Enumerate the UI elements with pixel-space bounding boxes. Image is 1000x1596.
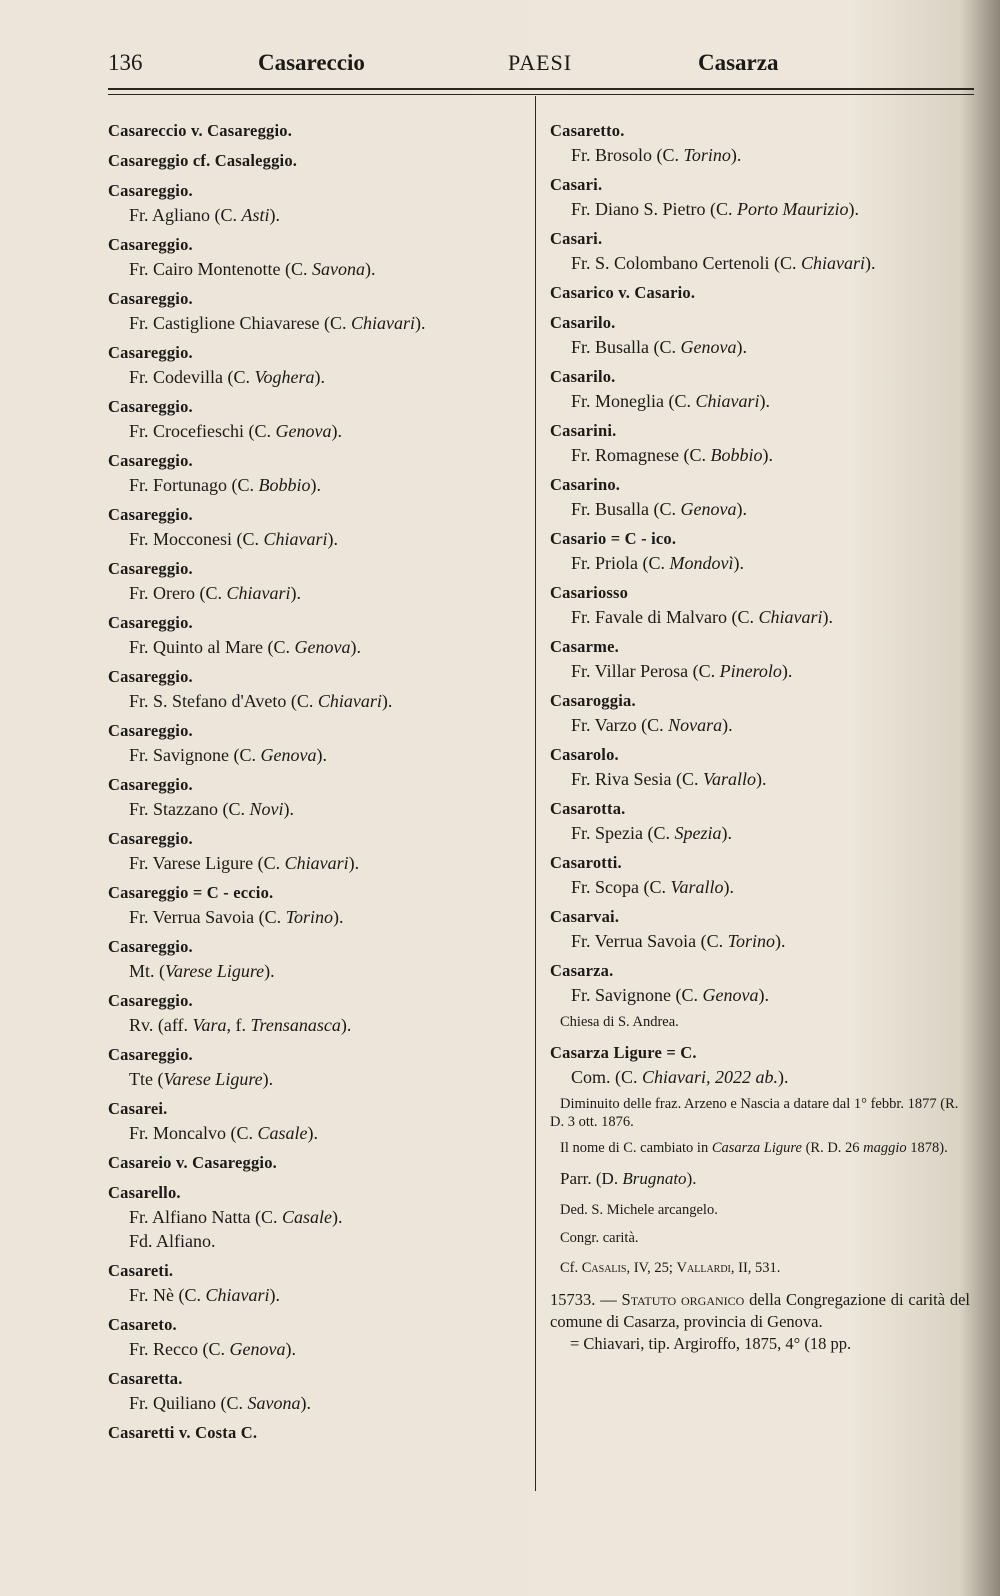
ref-suffix: ). xyxy=(758,985,769,1005)
entry-headword: Casarvai. xyxy=(550,907,620,926)
ref-suffix: ). xyxy=(331,421,342,441)
ref-prefix: Fr. Crocefieschi (C. xyxy=(129,421,276,441)
entry-reference xyxy=(108,905,528,929)
entry-headword: Casareti. xyxy=(108,1261,174,1280)
ref-prefix: Fr. Villar Perosa (C. xyxy=(571,661,720,681)
entry-reference xyxy=(108,1337,528,1361)
ref-prefix: Fr. Quiliano (C. xyxy=(129,1393,248,1413)
note-italic: Casarza Ligure xyxy=(711,1140,802,1156)
ref-italic: Genova xyxy=(680,499,737,519)
ref-suffix: ). xyxy=(721,823,732,843)
cf-suffix: , II, 531. xyxy=(730,1260,781,1276)
dictionary-entry xyxy=(108,1367,528,1415)
ref-suffix: ). xyxy=(762,445,773,465)
entry-reference xyxy=(550,497,970,521)
ref-italic-2: Trensanasca xyxy=(250,1015,341,1035)
entry-headword: Casareggio. xyxy=(108,559,193,578)
dictionary-entry xyxy=(550,227,970,275)
dictionary-entry xyxy=(108,149,528,173)
right-column-entries xyxy=(550,119,970,1007)
left-running-word: Casareccio xyxy=(258,50,365,75)
ref-suffix: ). xyxy=(781,661,793,681)
dictionary-entry xyxy=(550,473,970,521)
ref-italic: Chiavari xyxy=(758,607,823,627)
ref-italic: Chiavari xyxy=(695,391,760,411)
entry-reference xyxy=(108,1013,528,1037)
ref-prefix: Fr. S. Stefano d'Aveto (C. xyxy=(129,691,318,711)
note-suffix: 1878). xyxy=(906,1140,948,1156)
dictionary-entry xyxy=(108,881,528,929)
entry-reference xyxy=(108,797,528,821)
ref-prefix: Fr. Stazzano (C. xyxy=(129,799,250,819)
entry-headword: Casareggio. xyxy=(108,397,193,416)
ref-prefix: Fr. S. Colombano Certenoli (C. xyxy=(571,253,802,273)
ref-prefix: Fr. Brosolo (C. xyxy=(571,145,684,165)
ref-prefix: Fr. Alfiano Natta (C. xyxy=(129,1207,282,1227)
ref-prefix: Fr. Savignone (C. xyxy=(571,985,703,1005)
ref-italic: Chiavari xyxy=(205,1285,270,1305)
ref-prefix: Fr. Quinto al Mare (C. xyxy=(129,637,295,657)
ref-prefix: Fr. Cairo Montenotte (C. xyxy=(129,259,312,279)
dictionary-entry xyxy=(550,851,970,899)
ref-prefix: Rv. (aff. xyxy=(129,1015,193,1035)
cf-vallardi: Vallardi xyxy=(676,1260,731,1276)
ref-prefix: Fr. Scopa (C. xyxy=(571,877,671,897)
entry-headword: Casareggio. xyxy=(108,289,193,308)
ref-suffix: ). xyxy=(365,259,376,279)
dictionary-entry xyxy=(550,311,970,359)
ref-prefix: Fr. Codevilla (C. xyxy=(129,367,255,387)
dictionary-entry xyxy=(108,1043,528,1091)
ref-italic: Porto Maurizio xyxy=(737,199,849,219)
ref-prefix: Fr. Varese Ligure (C. xyxy=(129,853,285,873)
right-running-word: Casarza xyxy=(698,50,779,75)
ref-suffix: ). xyxy=(822,607,833,627)
dictionary-entry xyxy=(108,233,528,281)
dictionary-entry xyxy=(108,827,528,875)
ref-suffix-2: ). xyxy=(340,1015,352,1035)
ref-prefix: Fr. Nè (C. xyxy=(129,1285,206,1305)
entry-headword: Casaretta. xyxy=(108,1369,183,1388)
entry-reference xyxy=(108,1121,528,1145)
entry-reference xyxy=(550,335,970,359)
dictionary-entry xyxy=(550,419,970,467)
ref-italic: Varese Ligure xyxy=(165,961,265,981)
cf-casalis: Casalis xyxy=(581,1260,627,1276)
ref-italic: Chiavari xyxy=(801,253,866,273)
entry-headword: Casareggio. xyxy=(108,775,193,794)
dictionary-entry xyxy=(550,173,970,221)
ref-italic: Genova xyxy=(229,1339,286,1359)
entry-reference xyxy=(550,713,970,737)
dictionary-entry xyxy=(108,1259,528,1307)
entry-reference xyxy=(108,1067,528,1091)
ref-title: Statuto organico xyxy=(621,1290,745,1309)
dictionary-entry xyxy=(108,719,528,767)
entry-headword: Casareggio. xyxy=(108,937,193,956)
ref-prefix: Fr. Busalla (C. xyxy=(571,499,681,519)
ref-suffix: ). xyxy=(736,499,747,519)
entry-reference xyxy=(108,203,528,227)
left-column xyxy=(108,119,528,1451)
dictionary-entry xyxy=(550,689,970,737)
ref-suffix: ). xyxy=(269,1285,281,1305)
entry-headword: Casarolo. xyxy=(550,745,619,764)
entry-headword: Casari. xyxy=(550,229,603,248)
ref-prefix: Fr. Recco (C. xyxy=(129,1339,230,1359)
parish-italic: Brugnato xyxy=(622,1169,687,1188)
entry-reference xyxy=(550,983,970,1007)
ref-italic: Genova xyxy=(275,421,332,441)
entry-reference xyxy=(550,389,970,413)
entry-reference xyxy=(550,821,970,845)
ref-italic: Spezia xyxy=(674,823,722,843)
casarza-block xyxy=(550,1013,970,1355)
dictionary-entry xyxy=(108,1097,528,1145)
dictionary-entry xyxy=(108,611,528,659)
ref-italic: Bobbio xyxy=(258,475,311,495)
ref-italic: Chiavari xyxy=(226,583,291,603)
entry-extra: Fd. Alfiano. xyxy=(129,1231,216,1251)
ref-suffix: ). xyxy=(262,1069,274,1089)
ref-italic: Mondovì xyxy=(669,553,734,573)
ref-prefix: Fr. Riva Sesia (C. xyxy=(571,769,704,789)
dictionary-entry xyxy=(108,395,528,443)
entry-headword: Casareggio. xyxy=(108,343,193,362)
entry-reference xyxy=(550,605,970,629)
entry-headword: Casareggio. xyxy=(108,451,193,470)
ref-suffix: ). xyxy=(723,877,735,897)
entry-headword: Casarza Ligure = C. xyxy=(550,1043,697,1062)
parish-suffix: ). xyxy=(686,1169,697,1188)
ref-suffix: ). xyxy=(283,799,294,819)
dictionary-entry xyxy=(108,1421,528,1445)
right-column xyxy=(550,119,970,1361)
column-divider xyxy=(535,96,536,1491)
ref-prefix: Fr. Castiglione Chiavarese (C. xyxy=(129,313,351,333)
ref-prefix: Fr. Moncalvo (C. xyxy=(129,1123,258,1143)
ref-prefix: Fr. Diano S. Pietro (C. xyxy=(571,199,738,219)
note-fractions: Diminuito delle fraz. Arzeno e Nascia a datare dal 1° febbr. 1877 (R. D. 3 ott. 1876. xyxy=(550,1096,959,1130)
ref-suffix: ). xyxy=(733,553,744,573)
entry-headword: Casaretti v. Costa C. xyxy=(108,1423,258,1442)
ref-italic: Novara xyxy=(668,715,723,735)
entry-headword: Casareggio. xyxy=(108,721,193,740)
entry-headword: Casareggio = C - eccio. xyxy=(108,883,274,902)
ref-suffix: ). xyxy=(736,337,747,357)
dictionary-entry xyxy=(550,365,970,413)
dictionary-entry xyxy=(108,665,528,713)
ref-suffix: ). xyxy=(722,715,733,735)
bibliographic-entry xyxy=(550,1289,970,1333)
ref-suffix: ). xyxy=(264,961,275,981)
ref-suffix: ). xyxy=(848,199,860,219)
ref-prefix: Fr. Romagnese (C. xyxy=(571,445,711,465)
ref-suffix: ). xyxy=(327,529,339,549)
entry-reference xyxy=(550,551,970,575)
ref-prefix: Com. (C. xyxy=(571,1067,643,1087)
entry-reference xyxy=(550,251,970,275)
entry-headword: Casareggio. xyxy=(108,829,193,848)
entry-reference xyxy=(550,875,970,899)
entry-reference xyxy=(108,1283,528,1307)
ref-suffix: ). xyxy=(285,1339,296,1359)
ref-suffix: ). xyxy=(759,391,771,411)
ref-prefix: Fr. Favale di Malvaro (C. xyxy=(571,607,759,627)
dictionary-entry xyxy=(550,743,970,791)
dedication-line: Ded. S. Michele arcangelo. xyxy=(560,1202,718,1218)
note-mid: (R. D. 26 xyxy=(801,1140,864,1156)
dictionary-entry xyxy=(108,503,528,551)
entry-reference xyxy=(550,1065,970,1089)
note-italic-month: maggio xyxy=(863,1140,907,1156)
dictionary-entry xyxy=(108,1151,528,1175)
dictionary-entry xyxy=(108,773,528,821)
ref-suffix: , f. xyxy=(226,1015,251,1035)
dictionary-entry xyxy=(550,635,970,683)
dictionary-entry xyxy=(108,179,528,227)
ref-prefix: Fr. Spezia (C. xyxy=(571,823,675,843)
page-number: 136 xyxy=(108,50,143,75)
dictionary-entry xyxy=(108,341,528,389)
dictionary-entry xyxy=(108,1181,528,1253)
ref-italic: Bobbio xyxy=(710,445,763,465)
ref-italic: Savona xyxy=(247,1393,301,1413)
entry-headword: Casaroggia. xyxy=(550,691,636,710)
dictionary-entry xyxy=(550,797,970,845)
ref-prefix: Mt. ( xyxy=(129,961,165,981)
entry-headword: Casarilo. xyxy=(550,367,616,386)
entry-reference xyxy=(108,257,528,281)
ref-italic: Genova xyxy=(680,337,737,357)
entry-reference xyxy=(108,635,528,659)
ref-suffix: ). xyxy=(307,1123,319,1143)
ref-italic: Chiavari xyxy=(263,529,328,549)
dictionary-entry xyxy=(550,905,970,953)
section-title: PAESI xyxy=(508,50,573,75)
entry-reference xyxy=(108,473,528,497)
ref-italic: Chiavari xyxy=(284,853,349,873)
entry-reference xyxy=(108,689,528,713)
page-header xyxy=(108,50,972,90)
entry-headword: Casarilo. xyxy=(550,313,616,332)
ref-suffix: ). xyxy=(300,1393,312,1413)
ref-suffix: ). xyxy=(414,313,426,333)
ref-text: della Congregazione di carità del comune di Casarza, provincia di Genova. xyxy=(550,1290,970,1331)
ref-italic: Casale xyxy=(281,1207,332,1227)
ref-suffix: ). xyxy=(775,931,786,951)
ref-prefix: Fr. Verrua Savoia (C. xyxy=(129,907,286,927)
ref-italic: Genova xyxy=(260,745,317,765)
ref-italic: Novi xyxy=(249,799,284,819)
entry-headword: Casareggio. xyxy=(108,505,193,524)
ref-suffix: ). xyxy=(290,583,302,603)
entry-headword: Casario = C - ico. xyxy=(550,529,677,548)
dictionary-entry xyxy=(550,959,970,1007)
dictionary-entry xyxy=(108,935,528,983)
entry-headword: Casareggio cf. Casaleggio. xyxy=(108,151,298,170)
dictionary-entry xyxy=(108,287,528,335)
congregation-line: Congr. carità. xyxy=(560,1230,639,1246)
ref-italic: Varallo xyxy=(703,769,757,789)
ref-suffix: ). xyxy=(348,853,360,873)
header-rule-thin xyxy=(108,94,974,95)
entry-headword: Casareggio. xyxy=(108,667,193,686)
ref-prefix: Tte ( xyxy=(129,1069,164,1089)
entry-reference xyxy=(108,1205,528,1229)
entry-reference xyxy=(550,659,970,683)
entry-reference xyxy=(108,959,528,983)
ref-suffix: ). xyxy=(381,691,393,711)
ref-suffix: ). xyxy=(865,253,876,273)
ref-italic: Chiavari xyxy=(317,691,382,711)
ref-prefix: Fr. Savignone (C. xyxy=(129,745,261,765)
header-rule xyxy=(108,88,974,90)
ref-italic: Savona xyxy=(312,259,365,279)
entry-headword: Casaretto. xyxy=(550,121,625,140)
dictionary-entry xyxy=(108,1313,528,1361)
entry-reference xyxy=(550,443,970,467)
ref-suffix: ). xyxy=(316,745,327,765)
entry-headword: Casarza. xyxy=(550,961,614,980)
entry-headword: Casareggio. xyxy=(108,613,193,632)
note-prefix: Il nome di C. cambiato in xyxy=(560,1140,712,1156)
church-note: Chiesa di S. Andrea. xyxy=(560,1014,679,1030)
ref-prefix: Fr. Fortunago (C. xyxy=(129,475,259,495)
ref-suffix: ). xyxy=(269,205,281,225)
entry-reference xyxy=(550,197,970,221)
ref-prefix: Fr. Agliano (C. xyxy=(129,205,242,225)
entry-reference xyxy=(108,581,528,605)
dictionary-entry xyxy=(108,119,528,143)
entry-headword: Casariosso xyxy=(550,583,629,602)
entry-headword: Casareio v. Casareggio. xyxy=(108,1153,277,1172)
ref-italic: Torino xyxy=(727,931,776,951)
cf-mid: , IV, 25; xyxy=(626,1260,677,1276)
dictionary-entry xyxy=(108,557,528,605)
ref-suffix: ). xyxy=(333,907,344,927)
ref-suffix: ). xyxy=(314,367,325,387)
entry-headword: Casarino. xyxy=(550,475,621,494)
entry-headword: Casareggio. xyxy=(108,1045,193,1064)
cf-prefix: Cf. xyxy=(560,1260,582,1276)
entry-reference xyxy=(108,743,528,767)
ref-italic: Vara xyxy=(192,1015,227,1035)
ref-italic: Genova xyxy=(294,637,351,657)
ref-prefix: Fr. Varzo (C. xyxy=(571,715,669,735)
ref-italic: Casale xyxy=(257,1123,308,1143)
ref-prefix: Fr. Priola (C. xyxy=(571,553,670,573)
ref-italic: Voghera xyxy=(254,367,315,387)
entry-headword: Casareggio. xyxy=(108,235,193,254)
ref-suffix: ). xyxy=(350,637,361,657)
entry-reference xyxy=(108,527,528,551)
dictionary-entry xyxy=(108,449,528,497)
entry-headword: Casarotta. xyxy=(550,799,626,818)
ref-italic: Varese Ligure xyxy=(163,1069,263,1089)
ref-suffix: ). xyxy=(778,1067,789,1087)
entry-headword: Casareto. xyxy=(108,1315,177,1334)
publication-line: = Chiavari, tip. Argiroffo, 1875, 4° (18 pp. xyxy=(570,1334,852,1353)
note-name-change xyxy=(550,1139,970,1157)
ref-italic: Asti xyxy=(241,205,270,225)
ref-prefix: Fr. Verrua Savoia (C. xyxy=(571,931,728,951)
ref-prefix: Fr. Moneglia (C. xyxy=(571,391,696,411)
entry-reference xyxy=(108,1391,528,1415)
ref-prefix: Fr. Orero (C. xyxy=(129,583,227,603)
cf-line xyxy=(550,1259,970,1277)
entry-reference xyxy=(550,767,970,791)
entry-headword: Casareggio. xyxy=(108,991,193,1010)
dictionary-entry xyxy=(550,281,970,305)
parish-line xyxy=(550,1167,970,1191)
entry-reference xyxy=(550,929,970,953)
ref-suffix: ). xyxy=(730,145,742,165)
ref-italic: Chiavari, 2022 ab. xyxy=(642,1067,779,1087)
ref-italic: Torino xyxy=(285,907,334,927)
entry-headword: Casarini. xyxy=(550,421,617,440)
ref-italic: Chiavari xyxy=(350,313,415,333)
entry-headword: Casareggio. xyxy=(108,181,193,200)
entry-headword: Casarme. xyxy=(550,637,619,656)
entry-reference xyxy=(108,419,528,443)
dictionary-entry xyxy=(108,989,528,1037)
entry-headword: Casareccio v. Casareggio. xyxy=(108,121,293,140)
entry-headword: Casarotti. xyxy=(550,853,622,872)
entry-headword: Casarico v. Casario. xyxy=(550,283,696,302)
dictionary-entry xyxy=(550,527,970,575)
ref-italic: Pinerolo xyxy=(719,661,782,681)
dictionary-entry xyxy=(550,119,970,167)
ref-italic: Torino xyxy=(683,145,731,165)
entry-reference xyxy=(108,365,528,389)
entry-headword: Casari. xyxy=(550,175,603,194)
ref-italic: Genova xyxy=(702,985,759,1005)
entry-headword: Casarei. xyxy=(108,1099,168,1118)
ref-italic: Varallo xyxy=(670,877,724,897)
ref-prefix: Fr. Busalla (C. xyxy=(571,337,681,357)
ref-suffix: ). xyxy=(310,475,322,495)
entry-reference xyxy=(550,143,970,167)
entry-headword: Casarello. xyxy=(108,1183,181,1202)
ref-prefix: Fr. Mocconesi (C. xyxy=(129,529,264,549)
ref-number: 15733. — xyxy=(550,1290,622,1309)
entry-reference xyxy=(108,851,528,875)
entry-reference xyxy=(108,311,528,335)
parish-prefix: Parr. (D. xyxy=(560,1169,623,1188)
ref-suffix: ). xyxy=(756,769,767,789)
ref-suffix: ). xyxy=(332,1207,343,1227)
dictionary-entry xyxy=(550,581,970,629)
